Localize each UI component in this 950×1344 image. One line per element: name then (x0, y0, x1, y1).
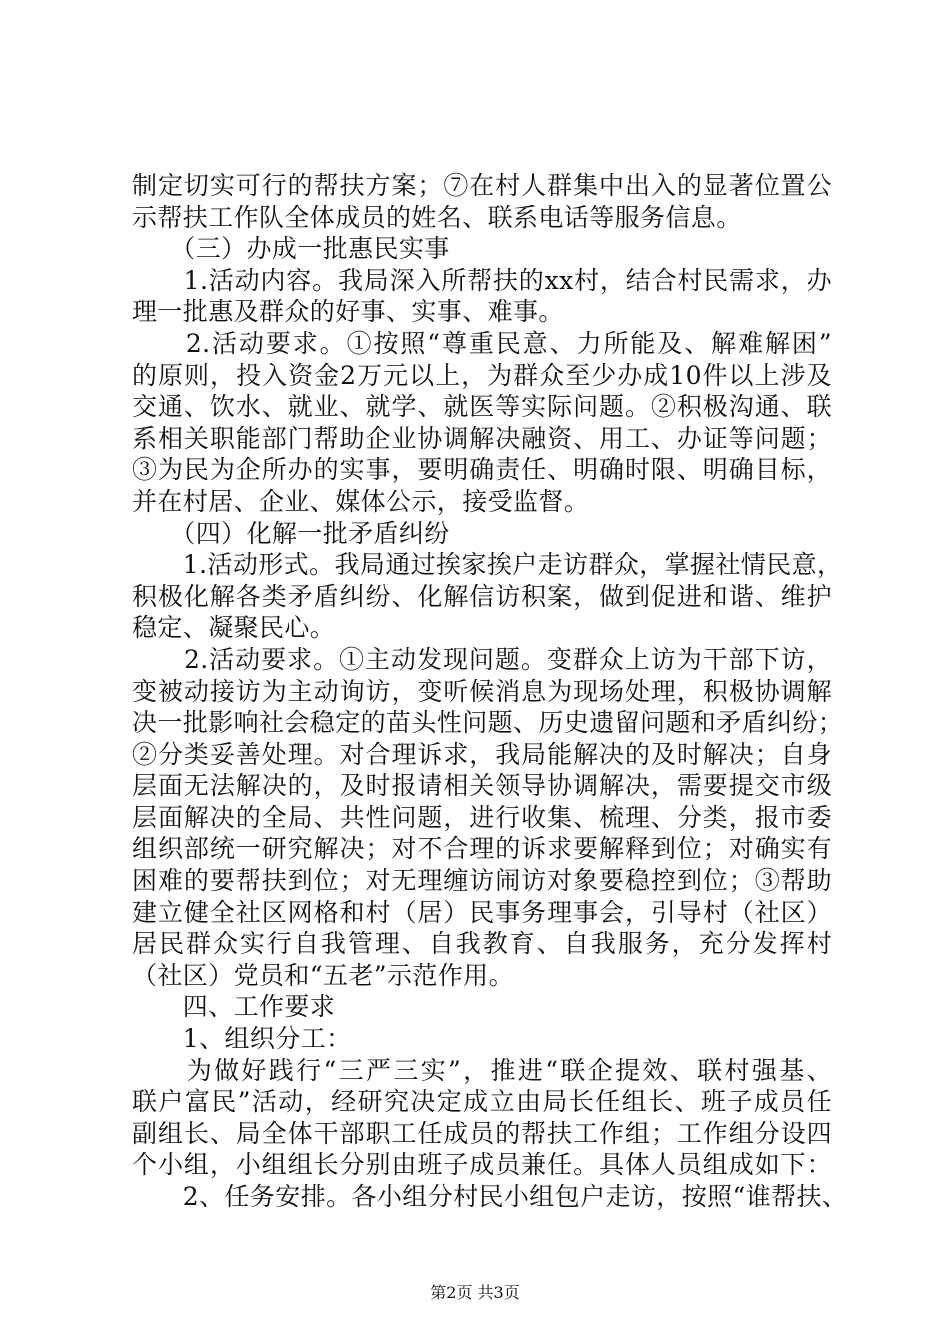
text-line: 积极化解各类矛盾纠纷、化解信访积案，做到促进和谐、维护 (132, 581, 832, 611)
text-line: 联户富民”活动，经研究决定成立由局长任组长、班子成员任 (132, 1087, 832, 1117)
section-heading: 1、组织分工： (132, 1024, 352, 1054)
text-line: 决一批影响社会稳定的苗头性问题、历史遗留问题和矛盾纠纷； (132, 708, 844, 738)
text-line: 建立健全社区网格和村（居）民事务理事会，引导村（社区） (132, 897, 832, 927)
text-line: 2、任务安排。各小组分村民小组包户走访，按照“谁帮扶、 (132, 1182, 848, 1211)
page-number-label: 第2页 共3页 (430, 1283, 520, 1302)
text-line: 示帮扶工作队全体成员的姓名、联系电话等服务信息。 (132, 202, 742, 232)
text-line: 并在村居、企业、媒体公示，接受监督。 (132, 486, 590, 516)
text-line: 1.活动内容。我局深入所帮扶的xx村，结合村民需求，办 (132, 265, 832, 295)
text-line: 交通、饮水、就业、就学、就医等实际问题。②积极沟通、联 (132, 392, 832, 422)
text-line: ②分类妥善处理。对合理诉求，我局能解决的及时解决；自身 (132, 739, 832, 769)
text-line: 层面无法解决的，及时报请相关领导协调解决，需要提交市级 (132, 771, 832, 801)
text-line: （社区）党员和“五老”示范作用。 (132, 960, 514, 990)
text-line: 困难的要帮扶到位；对无理缠访闹访对象要稳控到位；③帮助 (132, 866, 832, 896)
document-body (132, 170, 848, 1213)
text-line: 系相关职能部门帮助企业协调解决融资、用工、办证等问题； (132, 423, 832, 453)
text-line: 个小组，小组组长分别由班子成员兼任。具体人员组成如下： (132, 1150, 832, 1180)
text-line: 2.活动要求。①按照“尊重民意、力所能及、解难解困” (132, 328, 832, 358)
text-line: 副组长、局全体干部职工任成员的帮扶工作组；工作组分设四 (132, 1118, 832, 1148)
text-line: 1.活动形式。我局通过挨家挨户走访群众，掌握社情民意， (132, 550, 843, 580)
text-line: 制定切实可行的帮扶方案；⑦在村人群集中出入的显著位置公 (132, 171, 832, 200)
text-line: 为做好践行“三严三实”，推进“联企提效、联村强基、 (132, 1055, 832, 1085)
text-line: 居民群众实行自我管理、自我教育、自我服务，充分发挥村 (132, 929, 832, 959)
section-heading: （三）办成一批惠民实事 (132, 234, 450, 264)
text-line: 的原则，投入资金2万元以上，为群众至少办成10件以上涉及 (132, 360, 832, 390)
text-line: 理一批惠及群众的好事、实事、难事。 (132, 297, 564, 327)
text-line: ③为民为企所办的实事，要明确责任、明确时限、明确目标， (132, 455, 832, 485)
text-line: 组织部统一研究解决；对不合理的诉求要解释到位；对确实有 (132, 834, 832, 864)
text-line: 层面解决的全局、共性问题，进行收集、梳理、分类，报市委 (132, 802, 832, 832)
text-line: 2.活动要求。①主动发现问题。变群众上访为干部下访， (132, 644, 832, 674)
section-heading: 四、工作要求 (132, 992, 336, 1022)
section-heading: （四）化解一批矛盾纠纷 (132, 518, 450, 548)
text-line: 变被动接访为主动询访，变听候消息为现场处理，积极协调解 (132, 676, 832, 706)
page-footer (0, 1283, 950, 1303)
text-line: 稳定、凝聚民心。 (132, 613, 336, 643)
